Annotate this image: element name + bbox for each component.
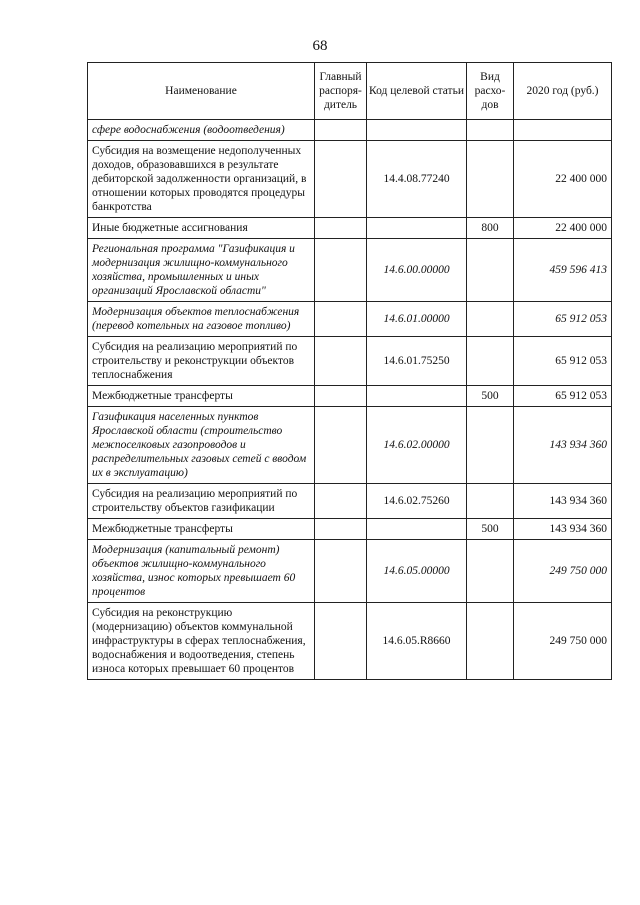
cell-admin (315, 141, 367, 218)
cell-type: 500 (467, 519, 514, 540)
table-row (88, 141, 612, 218)
cell-amount: 143 934 360 (514, 407, 612, 484)
cell-type (467, 407, 514, 484)
page-number: 68 (312, 38, 328, 54)
cell-admin (315, 484, 367, 519)
cell-type (467, 141, 514, 218)
cell-name: Межбюджетные трансферты (88, 386, 315, 407)
cell-code: 14.6.01.00000 (367, 302, 467, 337)
table-row (88, 337, 612, 386)
cell-name: Субсидия на реконструкцию (модернизацию) объектов коммунальной инфраструктуры в сферах теплоснабжения, водоснабжения и водоотведения, степень износа которых превышает 60 процентов (88, 603, 315, 680)
cell-type (467, 603, 514, 680)
cell-code: 14.6.02.75260 (367, 484, 467, 519)
cell-admin (315, 302, 367, 337)
cell-type (467, 484, 514, 519)
cell-admin (315, 120, 367, 141)
cell-type: 800 (467, 218, 514, 239)
cell-code (367, 120, 467, 141)
cell-code: 14.4.08.77240 (367, 141, 467, 218)
cell-code (367, 386, 467, 407)
cell-amount: 249 750 000 (514, 603, 612, 680)
table-row (88, 218, 612, 239)
cell-code: 14.6.02.00000 (367, 407, 467, 484)
cell-name: Модернизация (капитальный ремонт) объектов жилищно-коммунального хозяйства, износ которых превышает 60 процентов (88, 540, 315, 603)
cell-name: Субсидия на возмещение недополученных доходов, образовавшихся в результате дебиторской задолженности организаций, в отношении которых проводятся процедуры банкротства (88, 141, 315, 218)
cell-admin (315, 386, 367, 407)
cell-type (467, 337, 514, 386)
header-admin: Главный распоря-дитель (315, 63, 367, 120)
cell-type (467, 239, 514, 302)
header-name: Наименование (88, 63, 315, 120)
cell-amount: 65 912 053 (514, 337, 612, 386)
cell-name: сфере водоснабжения (водоотведения) (88, 120, 315, 141)
cell-name: Региональная программа "Газификация и модернизация жилищно-коммунального хозяйства, промышленных и иных организаций Ярославской области" (88, 239, 315, 302)
budget-table (87, 62, 612, 680)
table-row (88, 407, 612, 484)
cell-admin (315, 540, 367, 603)
cell-name: Модернизация объектов теплоснабжения (перевод котельных на газовое топливо) (88, 302, 315, 337)
cell-amount (514, 120, 612, 141)
cell-code: 14.6.05.R8660 (367, 603, 467, 680)
cell-code (367, 519, 467, 540)
cell-code: 14.6.00.00000 (367, 239, 467, 302)
cell-amount: 143 934 360 (514, 519, 612, 540)
cell-amount: 22 400 000 (514, 218, 612, 239)
cell-name: Субсидия на реализацию мероприятий по строительству и реконструкции объектов теплоснабжения (88, 337, 315, 386)
cell-admin (315, 239, 367, 302)
cell-admin (315, 337, 367, 386)
table-body (88, 120, 612, 680)
header-amount: 2020 год (руб.) (514, 63, 612, 120)
cell-amount: 143 934 360 (514, 484, 612, 519)
cell-name: Межбюджетные трансферты (88, 519, 315, 540)
cell-admin (315, 603, 367, 680)
table-row (88, 302, 612, 337)
table-row (88, 386, 612, 407)
table-header-row (88, 63, 612, 120)
cell-code: 14.6.01.75250 (367, 337, 467, 386)
cell-name: Субсидия на реализацию мероприятий по строительству объектов газификации (88, 484, 315, 519)
cell-admin (315, 407, 367, 484)
cell-code (367, 218, 467, 239)
cell-type (467, 302, 514, 337)
cell-amount: 65 912 053 (514, 302, 612, 337)
table-row (88, 540, 612, 603)
cell-code: 14.6.05.00000 (367, 540, 467, 603)
cell-admin (315, 519, 367, 540)
cell-type (467, 540, 514, 603)
cell-amount: 249 750 000 (514, 540, 612, 603)
cell-name: Иные бюджетные ассигнования (88, 218, 315, 239)
header-code: Код целевой статьи (367, 63, 467, 120)
cell-amount: 22 400 000 (514, 141, 612, 218)
table-row (88, 519, 612, 540)
cell-type: 500 (467, 386, 514, 407)
cell-name: Газификация населенных пунктов Ярославской области (строительство межпоселковых газопроводов и распределительных газовых сетей с вводом их в эксплуатацию) (88, 407, 315, 484)
cell-admin (315, 218, 367, 239)
table-row (88, 603, 612, 680)
cell-type (467, 120, 514, 141)
table-row (88, 120, 612, 141)
header-type: Вид расхо-дов (467, 63, 514, 120)
table-row (88, 239, 612, 302)
table-row (88, 484, 612, 519)
cell-amount: 459 596 413 (514, 239, 612, 302)
cell-amount: 65 912 053 (514, 386, 612, 407)
